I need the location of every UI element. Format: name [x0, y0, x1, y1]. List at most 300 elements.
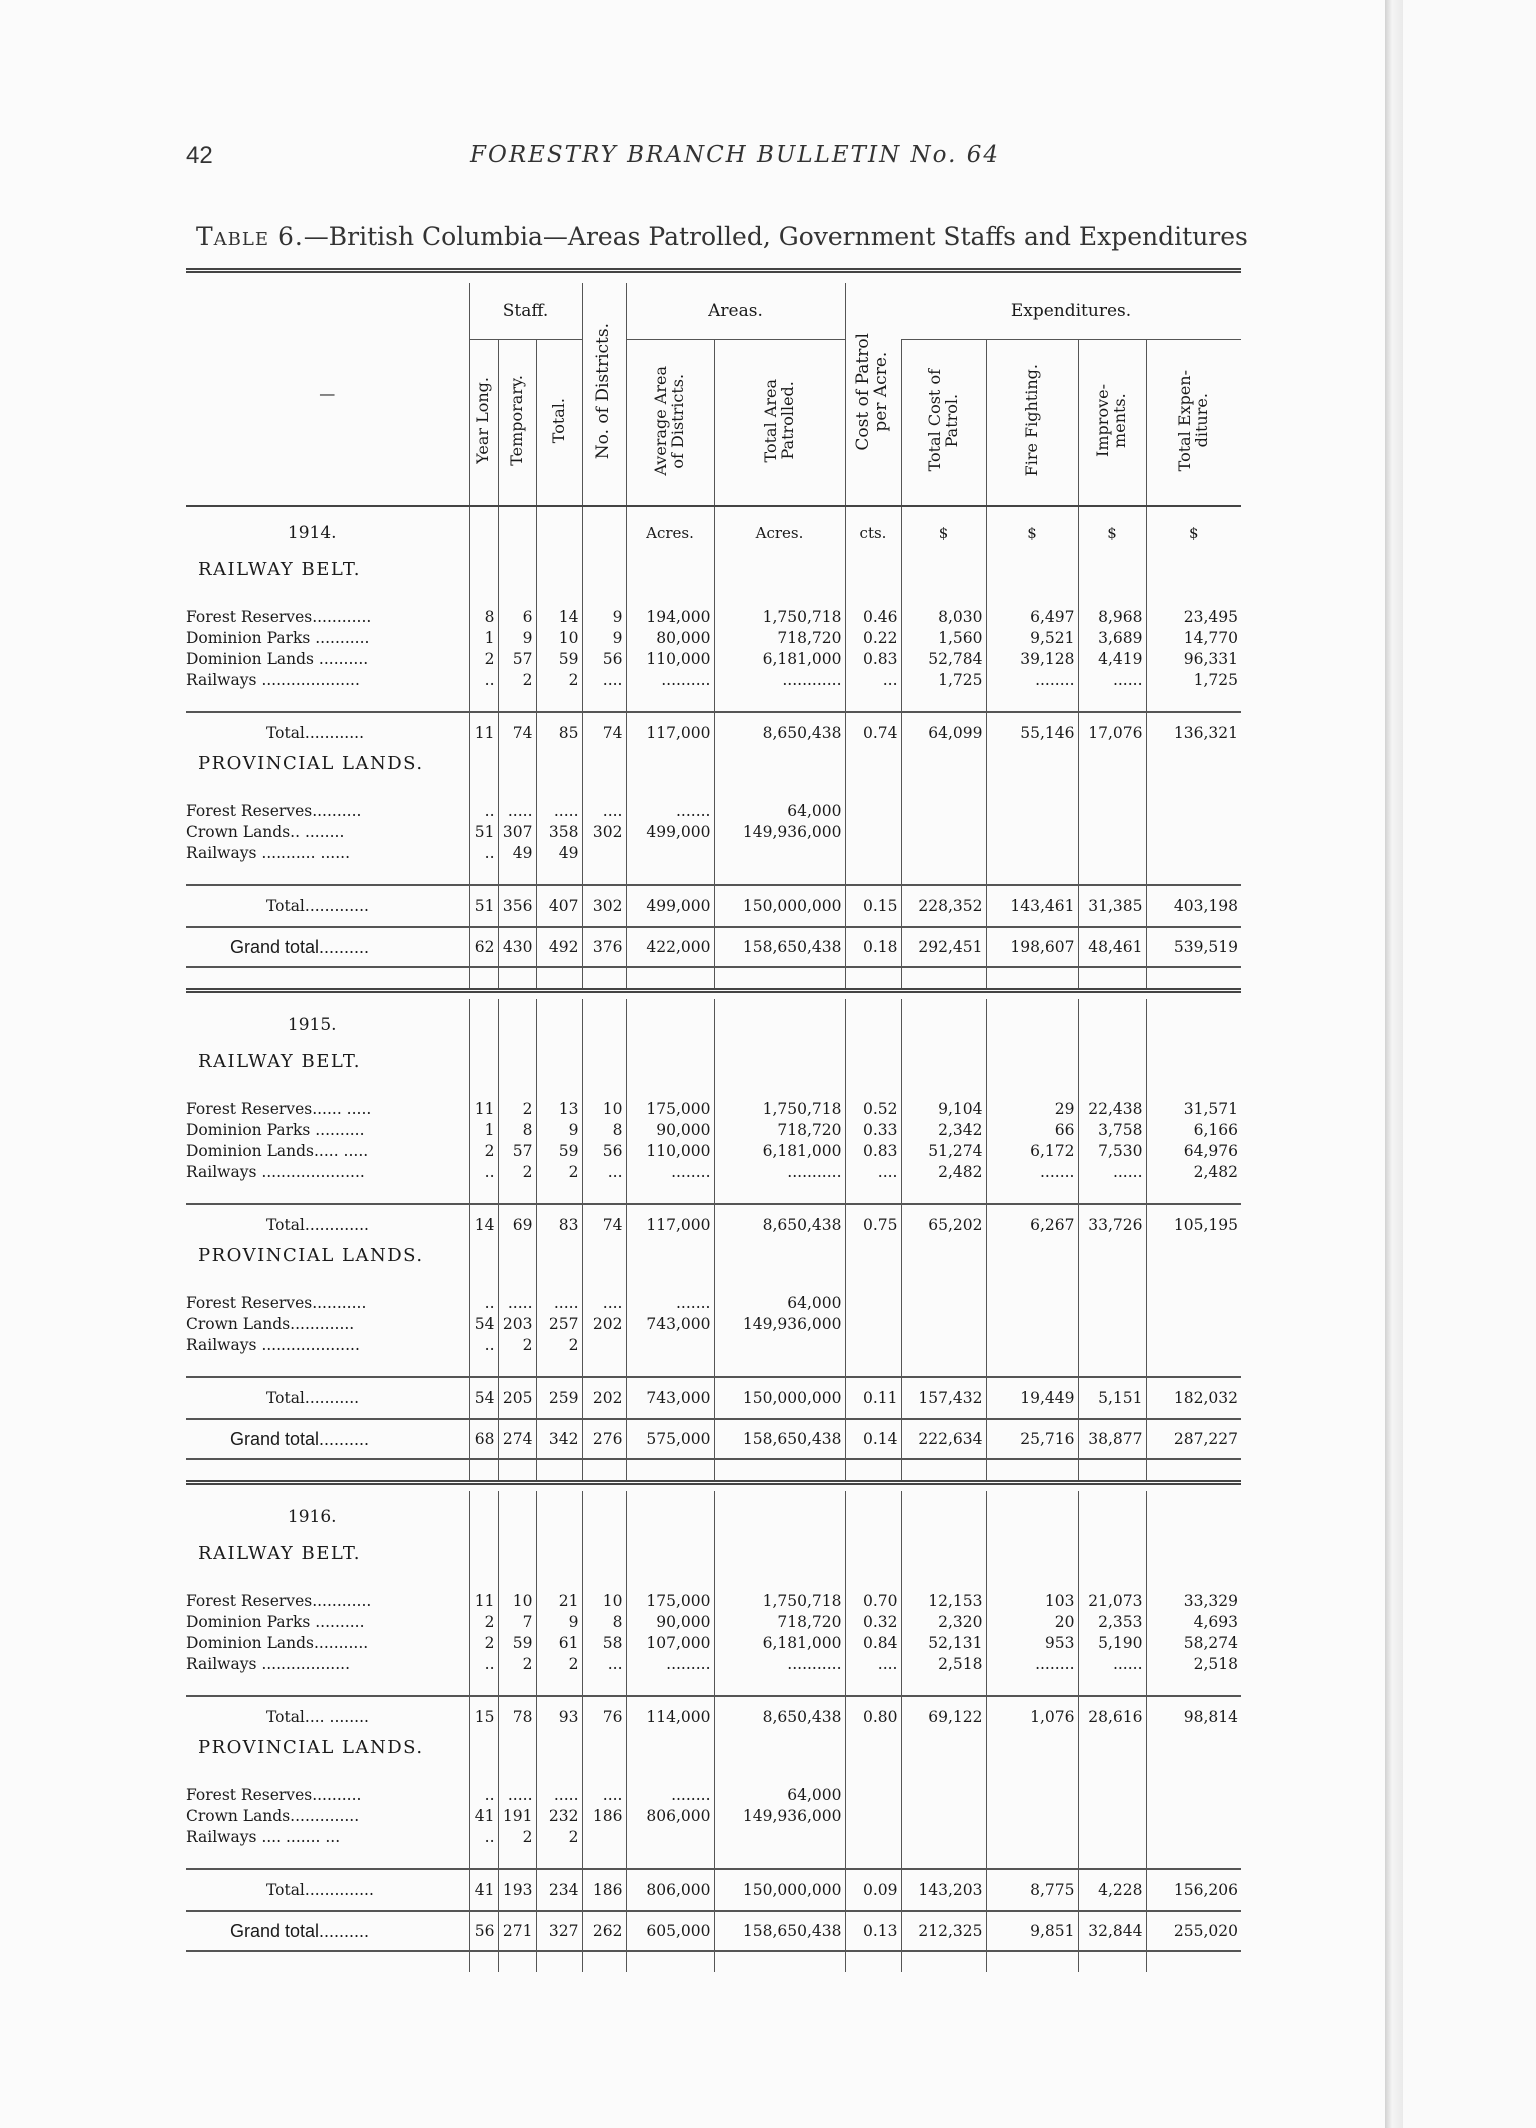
table-cell: 9	[582, 628, 626, 649]
table-cell	[536, 999, 582, 1051]
table-cell	[714, 1051, 845, 1099]
unit-cell: $	[1146, 506, 1241, 559]
table-cell: 806,000	[626, 1806, 714, 1827]
table-cell	[469, 999, 498, 1051]
table-cell	[582, 999, 626, 1051]
table-cell	[901, 843, 986, 864]
table-cell	[1146, 1335, 1241, 1356]
table-cell	[1146, 753, 1241, 801]
table-cell: 6,267	[986, 1204, 1078, 1245]
table-cell	[469, 1543, 498, 1591]
table-cell: 13	[536, 1099, 582, 1120]
table-cell: .......	[626, 801, 714, 822]
table-cell: 1,725	[901, 670, 986, 691]
table-cell: 743,000	[626, 1377, 714, 1419]
table-cell	[901, 822, 986, 843]
table-cell	[469, 691, 498, 712]
table-cell: 234	[536, 1869, 582, 1911]
table-row-label: Forest Reserves...... .....	[186, 1100, 372, 1118]
table-cell: 1,560	[901, 628, 986, 649]
table-cell	[582, 1491, 626, 1543]
table-cell: 182,032	[1146, 1377, 1241, 1419]
table-cell	[582, 1183, 626, 1204]
table-cell	[845, 1051, 901, 1099]
spacer-row	[186, 1951, 1241, 1972]
total-row	[186, 1869, 1241, 1911]
table-cell: 11	[469, 712, 498, 753]
table-cell	[901, 1675, 986, 1696]
table-cell	[626, 1335, 714, 1356]
table-cell: .........	[626, 1654, 714, 1675]
table-cell: 4,693	[1146, 1612, 1241, 1633]
table-cell	[714, 1827, 845, 1848]
table-cell	[582, 691, 626, 712]
table-cell: 186	[582, 1806, 626, 1827]
table-cell: .....	[498, 1785, 536, 1806]
table-cell: 49	[536, 843, 582, 864]
table-row-label: Dominion Parks ..........	[186, 1121, 365, 1139]
spacer-row-label	[186, 691, 469, 712]
table-cell	[536, 1051, 582, 1099]
table-row	[186, 843, 1241, 864]
table-cell: 105,195	[1146, 1204, 1241, 1245]
table-cell: 52,784	[901, 649, 986, 670]
table-cell	[626, 1827, 714, 1848]
column-header: Temporary.	[498, 340, 536, 507]
column-header: Total Area Patrolled.	[714, 340, 845, 507]
table-cell	[469, 1459, 498, 1483]
table-cell	[1146, 843, 1241, 864]
table-cell: 6,166	[1146, 1120, 1241, 1141]
table-cell: 150,000,000	[714, 1869, 845, 1911]
table-cell: 2,518	[1146, 1654, 1241, 1675]
table-cell: 58,274	[1146, 1633, 1241, 1654]
table-cell: 2	[469, 1141, 498, 1162]
table-cell	[582, 1951, 626, 1972]
table-cell: 4,419	[1078, 649, 1146, 670]
table-row-label: Railways ..................	[186, 1655, 351, 1673]
table-cell	[626, 1183, 714, 1204]
table-cell	[845, 1951, 901, 1972]
table-cell: 158,650,438	[714, 1911, 845, 1951]
table-cell: 98,814	[1146, 1696, 1241, 1737]
table-cell: 342	[536, 1419, 582, 1459]
table-cell: ..	[469, 1827, 498, 1848]
table-cell: 2	[536, 1827, 582, 1848]
table-cell	[901, 999, 986, 1051]
table-cell	[901, 967, 986, 991]
table-row	[186, 1120, 1241, 1141]
table-cell: 55,146	[986, 712, 1078, 753]
table-cell	[498, 1737, 536, 1785]
table-cell	[845, 1459, 901, 1483]
table-cell: .....	[536, 801, 582, 822]
table-cell	[845, 822, 901, 843]
table-cell: 356	[498, 885, 536, 927]
table-cell	[1146, 1491, 1241, 1543]
table-cell	[582, 1356, 626, 1377]
table-cell: 110,000	[626, 649, 714, 670]
table-cell: 74	[582, 1204, 626, 1245]
table-row	[186, 1162, 1241, 1183]
table-cell: 292,451	[901, 927, 986, 967]
table-cell: 9	[536, 1120, 582, 1141]
section-title-row	[186, 559, 1241, 607]
table-cell	[714, 967, 845, 991]
table-cell: .....	[536, 1293, 582, 1314]
section-title-row-label: PROVINCIAL LANDS.	[198, 1737, 424, 1758]
table-cell: 2,482	[901, 1162, 986, 1183]
table-row-label: Forest Reserves............	[186, 1592, 372, 1610]
table-cell	[1078, 864, 1146, 885]
table-cell: 1	[469, 1120, 498, 1141]
table-cell	[1078, 801, 1146, 822]
table-cell: 64,099	[901, 712, 986, 753]
table-cell: ..	[469, 1162, 498, 1183]
table-cell: 271	[498, 1911, 536, 1951]
table-row	[186, 1806, 1241, 1827]
table-row	[186, 1654, 1241, 1675]
table-cell	[582, 1737, 626, 1785]
table-cell	[901, 559, 986, 607]
grand-total-row	[186, 1911, 1241, 1951]
total-row-label: Total..............	[186, 1869, 469, 1911]
table-cell	[626, 1051, 714, 1099]
table-cell: 2,353	[1078, 1612, 1146, 1633]
table-cell: 41	[469, 1806, 498, 1827]
table-cell: 1,750,718	[714, 1099, 845, 1120]
table-cell: 4,228	[1078, 1869, 1146, 1911]
table-cell: 136,321	[1146, 712, 1241, 753]
spacer-row-label	[186, 1675, 469, 1696]
table-cell	[714, 1183, 845, 1204]
section-title-row-label: RAILWAY BELT.	[198, 559, 361, 580]
table-cell: 69	[498, 1204, 536, 1245]
table-cell: 48,461	[1078, 927, 1146, 967]
table-cell	[1078, 1675, 1146, 1696]
section-title-row-label: PROVINCIAL LANDS.	[198, 753, 424, 774]
table-cell: 21	[536, 1591, 582, 1612]
table-cell	[845, 1785, 901, 1806]
table-cell	[986, 1293, 1078, 1314]
total-row-label: Total.............	[186, 885, 469, 927]
table-cell: 59	[536, 649, 582, 670]
year-row-label: 1915.	[287, 1015, 337, 1035]
table-cell	[901, 1951, 986, 1972]
table-cell: 302	[582, 885, 626, 927]
spacer-row	[186, 967, 1241, 991]
table-cell: 9	[536, 1612, 582, 1633]
table-cell: 28,616	[1078, 1696, 1146, 1737]
table-cell: 2	[469, 1633, 498, 1654]
table-cell	[986, 1245, 1078, 1293]
table-cell: 38,877	[1078, 1419, 1146, 1459]
table-cell	[714, 559, 845, 607]
table-cell: 2,320	[901, 1612, 986, 1633]
table-cell: 193	[498, 1869, 536, 1911]
table-cell: 6,181,000	[714, 649, 845, 670]
table-cell	[469, 1183, 498, 1204]
table-cell	[714, 691, 845, 712]
table-cell: 74	[582, 712, 626, 753]
table-cell: 0.75	[845, 1204, 901, 1245]
table-cell: 8,775	[986, 1869, 1078, 1911]
table-cell: ....	[582, 1785, 626, 1806]
table-cell: 2	[498, 1654, 536, 1675]
table-cell	[986, 1675, 1078, 1696]
table-cell	[901, 1314, 986, 1335]
table-cell	[1146, 967, 1241, 991]
table-cell: 287,227	[1146, 1419, 1241, 1459]
spacer-row	[186, 1183, 1241, 1204]
table-cell: 90,000	[626, 1120, 714, 1141]
table-cell	[986, 691, 1078, 712]
table-cell: 11	[469, 1099, 498, 1120]
table-cell	[1146, 1806, 1241, 1827]
spacer-row-label	[186, 1356, 469, 1377]
table-cell: 57	[498, 1141, 536, 1162]
column-header: Total Cost of Patrol.	[901, 340, 986, 507]
table-cell: 9,521	[986, 628, 1078, 649]
table-cell	[1078, 1293, 1146, 1314]
table-row-label: Forest Reserves..........	[186, 802, 362, 820]
table-cell	[1146, 1293, 1241, 1314]
table-cell: 186	[582, 1869, 626, 1911]
year-row	[186, 1491, 1241, 1543]
table-cell: 0.13	[845, 1911, 901, 1951]
column-header: No. of Districts.	[582, 283, 626, 506]
table-cell: 0.15	[845, 885, 901, 927]
table-cell	[1078, 691, 1146, 712]
table-cell: 302	[582, 822, 626, 843]
table-cell	[901, 1356, 986, 1377]
table-body	[186, 506, 1241, 1972]
table-cell	[986, 822, 1078, 843]
table-cell: 39,128	[986, 649, 1078, 670]
table-cell: 149,936,000	[714, 1314, 845, 1335]
table-cell	[498, 999, 536, 1051]
table-cell: 358	[536, 822, 582, 843]
table-cell	[845, 1543, 901, 1591]
table-cell	[845, 753, 901, 801]
table-cell	[901, 1848, 986, 1869]
table-cell: 8,650,438	[714, 712, 845, 753]
table-cell: 2,342	[901, 1120, 986, 1141]
table-cell: 202	[582, 1377, 626, 1419]
table-cell: 6	[498, 607, 536, 628]
table-cell: 64,976	[1146, 1141, 1241, 1162]
table-cell	[1146, 1737, 1241, 1785]
table-cell	[582, 843, 626, 864]
table-cell: 403,198	[1146, 885, 1241, 927]
table-cell	[1078, 1785, 1146, 1806]
table-cell	[986, 1806, 1078, 1827]
table-cell	[498, 753, 536, 801]
table-cell: 103	[986, 1591, 1078, 1612]
table-cell: 2	[469, 649, 498, 670]
table-row-label: Forest Reserves............	[186, 608, 372, 626]
table-cell	[469, 1491, 498, 1543]
table-cell: 0.70	[845, 1591, 901, 1612]
table-row	[186, 1141, 1241, 1162]
column-header: Year Long.	[469, 340, 498, 507]
table-cell	[1078, 1314, 1146, 1335]
table-cell: 76	[582, 1696, 626, 1737]
total-row	[186, 1377, 1241, 1419]
table-cell	[901, 1459, 986, 1483]
table-cell	[536, 1183, 582, 1204]
total-row	[186, 885, 1241, 927]
table-cell: 9	[498, 628, 536, 649]
table-cell: 262	[582, 1911, 626, 1951]
table-cell	[986, 559, 1078, 607]
table-cell: 56	[469, 1911, 498, 1951]
table-cell: 9,104	[901, 1099, 986, 1120]
table-cell: ..	[469, 1785, 498, 1806]
table-cell: 0.83	[845, 1141, 901, 1162]
table-cell: 143,461	[986, 885, 1078, 927]
table-cell	[714, 1335, 845, 1356]
table-cell: 0.32	[845, 1612, 901, 1633]
table-cell: ....	[845, 1654, 901, 1675]
section-title-row-label: RAILWAY BELT.	[198, 1051, 361, 1072]
table-cell: 228,352	[901, 885, 986, 927]
table-cell	[582, 1245, 626, 1293]
table-cell: 327	[536, 1911, 582, 1951]
table-cell: 51	[469, 885, 498, 927]
table-cell: 1,725	[1146, 670, 1241, 691]
table-cell	[845, 1293, 901, 1314]
grand-total-row-label: Grand total..........	[186, 927, 469, 967]
table-cell: 23,495	[1146, 607, 1241, 628]
table-cell: 10	[582, 1591, 626, 1612]
table-cell	[845, 1314, 901, 1335]
table-row	[186, 649, 1241, 670]
table-cell: 57	[498, 649, 536, 670]
table-cell: 68	[469, 1419, 498, 1459]
table-cell	[582, 1459, 626, 1483]
spacer-row	[186, 1848, 1241, 1869]
table-cell: 2	[498, 1827, 536, 1848]
total-row	[186, 1204, 1241, 1245]
unit-cell: Acres.	[714, 506, 845, 559]
table-cell	[845, 801, 901, 822]
table-cell	[1146, 1183, 1241, 1204]
table-cell	[626, 753, 714, 801]
spacer-row	[186, 1356, 1241, 1377]
table-cell: 149,936,000	[714, 1806, 845, 1827]
table-cell: 150,000,000	[714, 885, 845, 927]
table-cell: 93	[536, 1696, 582, 1737]
section-title-row	[186, 1543, 1241, 1591]
table-cell	[1078, 1051, 1146, 1099]
table-cell: 0.11	[845, 1377, 901, 1419]
table-cell: ........	[626, 1785, 714, 1806]
table-cell	[986, 1183, 1078, 1204]
table-cell: 31,571	[1146, 1099, 1241, 1120]
table-cell	[714, 1356, 845, 1377]
table-cell: 83	[536, 1204, 582, 1245]
table-cell	[986, 1737, 1078, 1785]
table-cell: 3,689	[1078, 628, 1146, 649]
block-separator	[186, 991, 1241, 1000]
table-cell	[986, 1951, 1078, 1972]
group-expenditures: Expenditures.	[901, 283, 1241, 340]
table-cell: 110,000	[626, 1141, 714, 1162]
spacer-row-label	[186, 864, 469, 885]
table-cell: 0.33	[845, 1120, 901, 1141]
table-cell: 6,181,000	[714, 1141, 845, 1162]
table-cell: 61	[536, 1633, 582, 1654]
table-cell: .......	[986, 1162, 1078, 1183]
table-cell: ..	[469, 1335, 498, 1356]
table-cell: 8	[582, 1612, 626, 1633]
grand-total-row-label: Grand total..........	[186, 1419, 469, 1459]
table-cell: ......	[1078, 1162, 1146, 1183]
table-row-label: Forest Reserves...........	[186, 1294, 367, 1312]
table-row-label: Dominion Lands...........	[186, 1634, 369, 1652]
table-cell: 5,190	[1078, 1633, 1146, 1654]
grand-total-row-label: Grand total..........	[186, 1911, 469, 1951]
table-cell	[469, 1356, 498, 1377]
units-row	[186, 506, 1241, 559]
table-cell: 175,000	[626, 1099, 714, 1120]
table-cell	[469, 753, 498, 801]
table-cell	[469, 967, 498, 991]
table-cell	[498, 1543, 536, 1591]
table-cell	[582, 1335, 626, 1356]
table-cell	[1146, 1827, 1241, 1848]
table-cell: 41	[469, 1869, 498, 1911]
table-cell: 49	[498, 843, 536, 864]
table-row-label: Forest Reserves..........	[186, 1786, 362, 1804]
table-cell: 1,750,718	[714, 1591, 845, 1612]
table-cell	[469, 1951, 498, 1972]
table-cell	[986, 999, 1078, 1051]
table-row	[186, 1293, 1241, 1314]
table-cell	[1078, 1806, 1146, 1827]
table-head	[186, 271, 1241, 507]
table-cell	[469, 1245, 498, 1293]
table-cell: 8,650,438	[714, 1696, 845, 1737]
section-title-row	[186, 1051, 1241, 1099]
table-cell: 0.84	[845, 1633, 901, 1654]
table-cell	[986, 864, 1078, 885]
table-cell	[986, 1051, 1078, 1099]
table-cell: 205	[498, 1377, 536, 1419]
table-cell: 198,607	[986, 927, 1078, 967]
table-cell	[986, 1848, 1078, 1869]
table-cell	[986, 1491, 1078, 1543]
table-row	[186, 607, 1241, 628]
total-row-label: Total............	[186, 712, 469, 753]
table-cell	[845, 1245, 901, 1293]
table-cell: 2	[498, 1099, 536, 1120]
table-cell: 2	[536, 1162, 582, 1183]
table-cell	[845, 1848, 901, 1869]
table-cell: 156,206	[1146, 1869, 1241, 1911]
table-row	[186, 801, 1241, 822]
table-cell	[845, 1356, 901, 1377]
table-cell	[469, 1737, 498, 1785]
stub-header: —	[319, 384, 336, 403]
spacer-row	[186, 1459, 1241, 1483]
table-cell: 56	[582, 649, 626, 670]
table-cell	[986, 1785, 1078, 1806]
table-cell: 143,203	[901, 1869, 986, 1911]
table-cell	[582, 967, 626, 991]
column-header: Average Area of Districts.	[626, 340, 714, 507]
